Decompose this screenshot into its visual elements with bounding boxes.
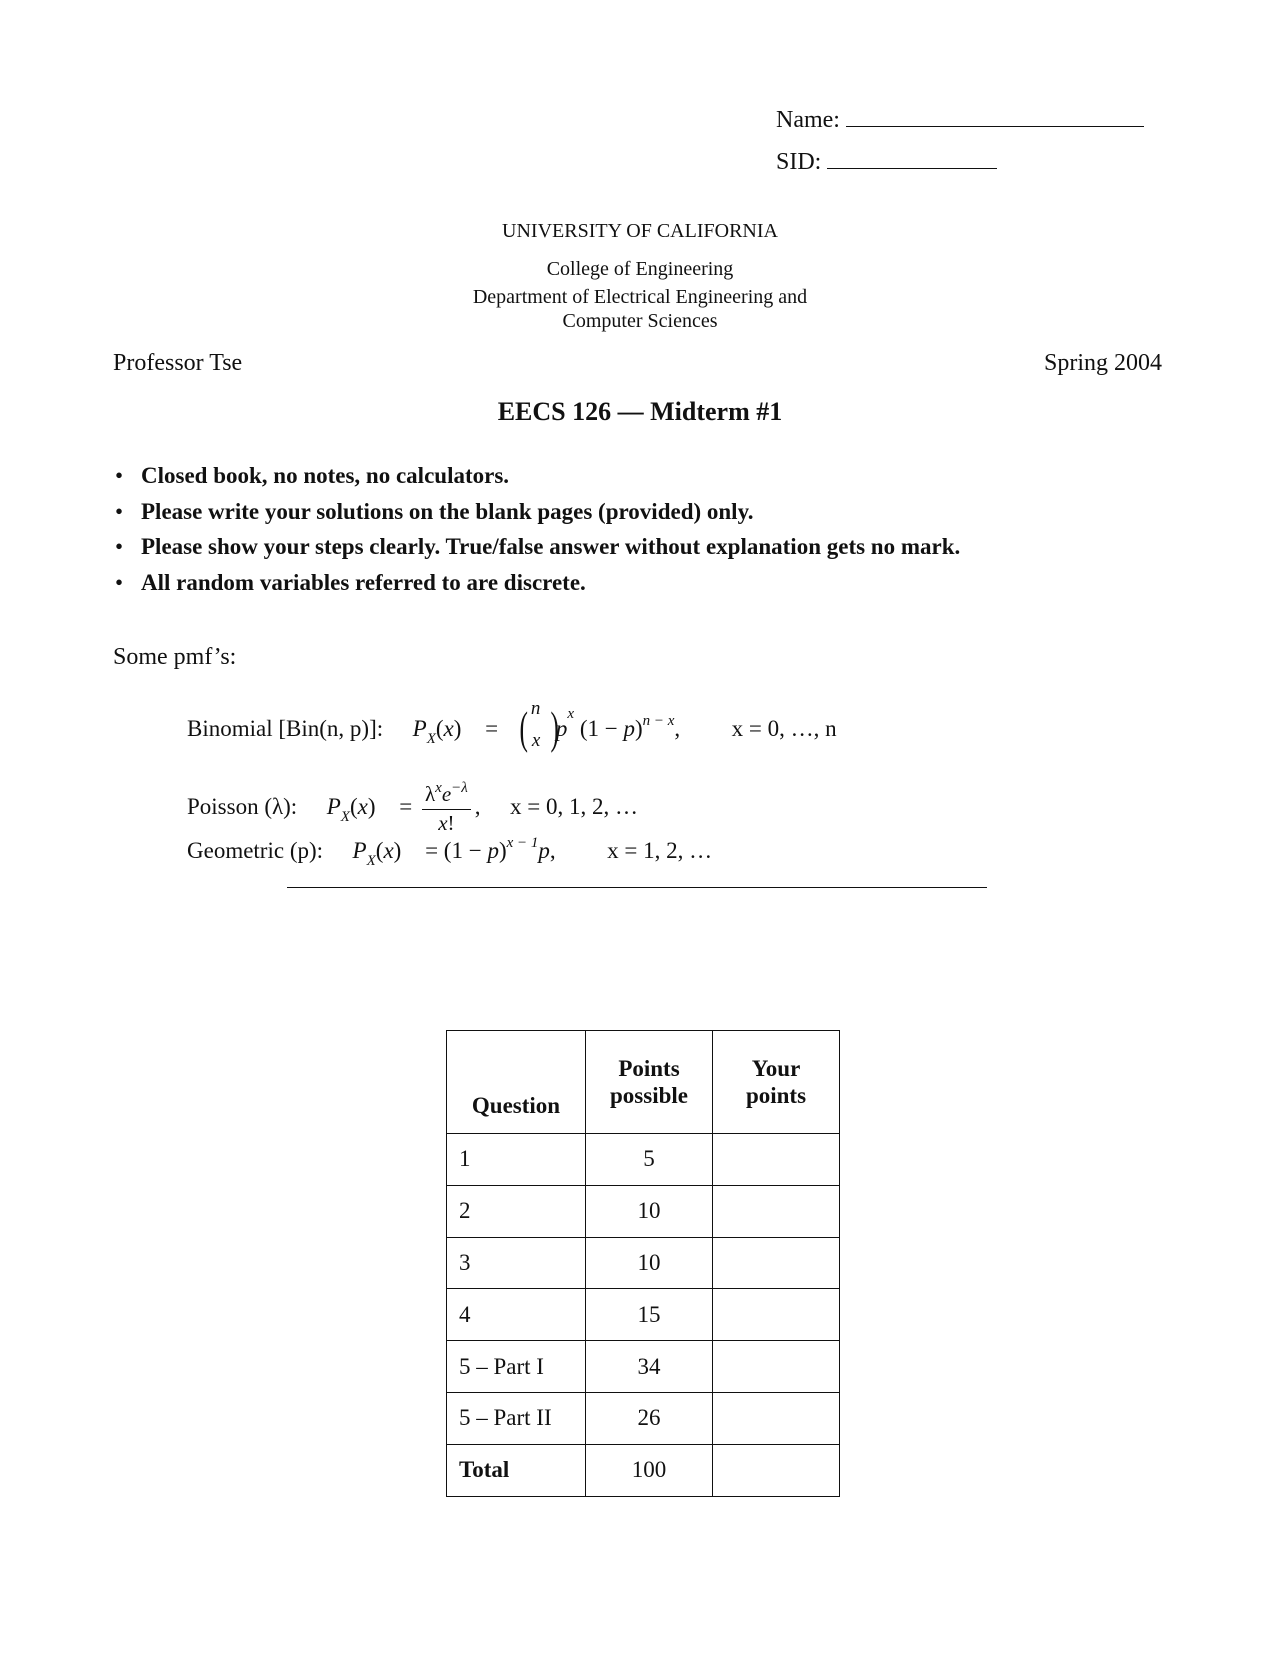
your-points-cell[interactable] bbox=[713, 1134, 840, 1186]
table-row bbox=[447, 1289, 840, 1341]
column-header-your-points: Your points bbox=[713, 1031, 840, 1134]
name-label: Name: bbox=[776, 107, 840, 133]
your-points-cell[interactable] bbox=[713, 1185, 840, 1237]
table-row bbox=[447, 1392, 840, 1444]
column-header-question: Question bbox=[447, 1031, 586, 1134]
table-row bbox=[447, 1185, 840, 1237]
question-cell: 5 – Part I bbox=[447, 1341, 586, 1393]
table-row bbox=[447, 1237, 840, 1289]
term: Spring 2004 bbox=[1043, 350, 1162, 376]
your-points-cell[interactable] bbox=[713, 1392, 840, 1444]
table-row bbox=[447, 1134, 840, 1186]
points-cell: 15 bbox=[586, 1289, 713, 1341]
question-cell: 5 – Part II bbox=[447, 1392, 586, 1444]
score-table bbox=[446, 1030, 840, 1497]
rule-item: • Please show your steps clearly. True/false answer without explanation gets no mark. bbox=[113, 529, 960, 565]
page-title: EECS 126 — Midterm #1 bbox=[497, 397, 783, 426]
department-line-2: Computer Sciences bbox=[562, 310, 718, 332]
question-cell: 1 bbox=[447, 1134, 586, 1186]
poisson-label: Poisson (λ): bbox=[187, 794, 298, 819]
question-cell: 2 bbox=[447, 1185, 586, 1237]
exam-rules bbox=[113, 458, 960, 600]
your-points-cell[interactable] bbox=[713, 1237, 840, 1289]
total-points-cell: 100 bbox=[586, 1444, 713, 1496]
points-cell: 10 bbox=[586, 1237, 713, 1289]
points-cell: 34 bbox=[586, 1341, 713, 1393]
points-cell: 10 bbox=[586, 1185, 713, 1237]
binomial-label: Binomial [Bin(n, p)]: bbox=[187, 716, 384, 741]
points-cell: 5 bbox=[586, 1134, 713, 1186]
binomial-support: x = 0, …, n bbox=[731, 716, 837, 741]
table-header-row bbox=[447, 1031, 840, 1134]
divider bbox=[287, 887, 987, 888]
geometric-label: Geometric (p): bbox=[187, 838, 324, 863]
department-name bbox=[0, 285, 1280, 333]
poisson-formula: Poisson (λ): $P_X(x)$ = $\frac{\lambda^xe^{-\lambda}}{x!}$ , x = 0, 1, 2, … bbox=[187, 780, 639, 835]
total-label: Total bbox=[447, 1444, 586, 1496]
table-total-row bbox=[447, 1444, 840, 1496]
sid-label: SID: bbox=[776, 149, 822, 175]
table-row bbox=[447, 1341, 840, 1393]
rule-item: • All random variables referred to are discrete. bbox=[113, 565, 960, 601]
pmf-intro: Some pmf’s: bbox=[113, 644, 237, 670]
geometric-formula: Geometric (p): $P_X(x) = (1 - p)^{x - 1}p$, x = 1, 2, … bbox=[187, 835, 713, 869]
college-name: College of Engineering bbox=[546, 258, 734, 280]
points-cell: 26 bbox=[586, 1392, 713, 1444]
professor-name: Professor Tse bbox=[113, 350, 243, 376]
university-name: UNIVERSITY OF CALIFORNIA bbox=[502, 220, 778, 242]
your-points-cell[interactable] bbox=[713, 1341, 840, 1393]
binomial-coefficient: ( n x ) bbox=[519, 698, 559, 753]
binomial-formula: Binomial [Bin(n, p)]: $P_X(x)$ = ( n x ) $p^x$ $(1 - p)^{n - x}$, x = 0, …, n bbox=[187, 702, 837, 758]
your-total-cell[interactable] bbox=[713, 1444, 840, 1496]
name-blank[interactable] bbox=[846, 104, 1144, 127]
column-header-points-possible: Points possible bbox=[586, 1031, 713, 1134]
your-points-cell[interactable] bbox=[713, 1289, 840, 1341]
geometric-support: x = 1, 2, … bbox=[607, 838, 713, 863]
sid-blank[interactable] bbox=[827, 146, 997, 169]
rule-item: • Please write your solutions on the blank pages (provided) only. bbox=[113, 494, 960, 530]
department-line-1: Department of Electrical Engineering and bbox=[472, 286, 808, 308]
name-field[interactable] bbox=[776, 104, 1144, 134]
rule-item: • Closed book, no notes, no calculators. bbox=[113, 458, 960, 494]
poisson-support: x = 0, 1, 2, … bbox=[510, 794, 639, 819]
question-cell: 3 bbox=[447, 1237, 586, 1289]
sid-field[interactable] bbox=[776, 146, 997, 176]
question-cell: 4 bbox=[447, 1289, 586, 1341]
